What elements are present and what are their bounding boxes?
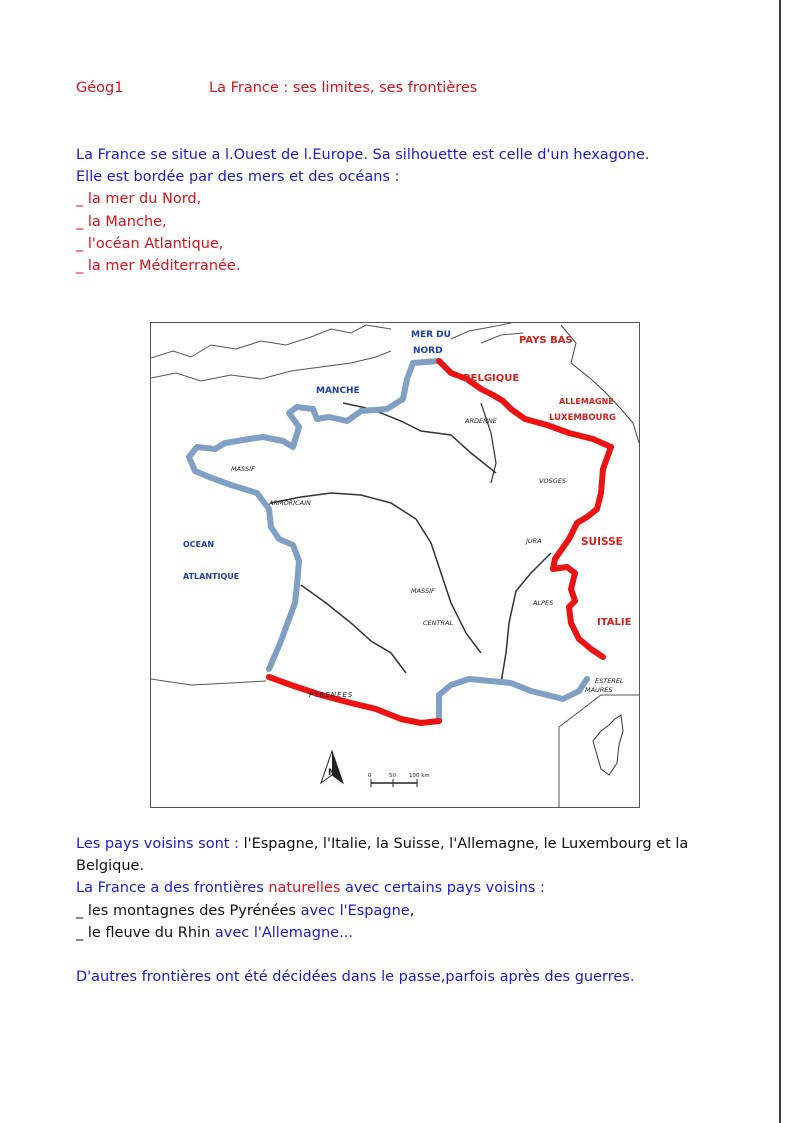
uk-coast xyxy=(151,325,391,381)
north-arrow-icon xyxy=(321,751,343,783)
pyrenees-c: , xyxy=(409,903,415,919)
neighbours-line-2: Belgique. xyxy=(76,858,145,874)
page-edge-line xyxy=(779,0,781,1123)
spain-coast xyxy=(151,679,266,685)
natural-a: La France a des frontières xyxy=(76,880,269,896)
label-suisse: SUISSE xyxy=(581,536,623,548)
scale-100: 100 km xyxy=(409,773,430,779)
river-garonne xyxy=(301,585,406,673)
label-allemagne: ALLEMAGNE xyxy=(559,397,614,406)
scale-0: 0 xyxy=(368,773,372,779)
natural-b: naturelles xyxy=(268,880,341,896)
france-map-svg xyxy=(151,323,640,808)
label-massif-armoricain-1: MASSIF xyxy=(231,465,255,473)
label-massif-armoricain-2: ARMORICAIN xyxy=(269,499,311,507)
natural-borders-line xyxy=(76,878,545,898)
label-massif-central-1: MASSIF xyxy=(411,587,435,595)
river-meuse xyxy=(481,403,496,483)
france-map xyxy=(150,322,640,808)
lesson-code: Géog1 xyxy=(76,80,124,96)
label-luxembourg: LUXEMBOURG xyxy=(549,413,616,423)
history-borders-line: D'autres frontières ont été décidées dans le passe,parfois après des guerres. xyxy=(76,969,635,985)
scale-50: 50 xyxy=(389,773,396,779)
north-label: N xyxy=(328,768,336,778)
label-jura: JURA xyxy=(526,537,542,545)
corsica-inset-frame xyxy=(559,695,640,808)
neighbours-intro: Les pays voisins sont : xyxy=(76,836,244,852)
label-pyrenees: PYRENEES xyxy=(309,691,354,699)
label-maures: MAURES xyxy=(585,686,613,694)
label-nord: NORD xyxy=(413,346,443,356)
intro-line-2: Elle est bordée par des mers et des océans : xyxy=(76,169,400,185)
pyrenees-a: _ les montagnes des Pyrénées xyxy=(76,903,301,919)
scale-bar xyxy=(368,773,430,787)
intro-line-1: La France se situe a l.Ouest de l.Europe. Sa silhouette est celle d'un hexagone. xyxy=(76,147,650,163)
page-title: La France : ses limites, ses frontières xyxy=(209,80,478,96)
label-manche: MANCHE xyxy=(316,386,360,396)
corsica-island xyxy=(593,715,623,775)
neighbours-list: l'Espagne, l'Italie, la Suisse, l'Allemagne, le Luxembourg et la xyxy=(243,836,689,852)
list-item: _ l'océan Atlantique, xyxy=(76,236,224,252)
label-pays-bas: PAYS BAS xyxy=(519,335,573,346)
label-vosges: VOSGES xyxy=(539,477,566,485)
label-mer-du-nord: MER DU xyxy=(411,330,451,340)
label-atlantique: ATLANTIQUE xyxy=(183,572,240,581)
pyrenees-b: avec l'Espagne xyxy=(300,903,410,919)
label-esterel: ESTEREL xyxy=(595,677,624,685)
sea-coastline-med xyxy=(439,679,587,721)
list-item: _ la Manche, xyxy=(76,214,167,230)
list-item: _ la mer du Nord, xyxy=(76,191,202,207)
list-item-pyrenees xyxy=(76,901,414,921)
label-italie: ITALIE xyxy=(597,617,632,628)
germany-outline xyxy=(561,325,639,443)
river-loire xyxy=(271,493,481,653)
label-ocean: OCEAN xyxy=(183,540,215,549)
sea-coastline xyxy=(189,361,439,669)
rhin-b: avec l'Allemagne... xyxy=(214,925,353,941)
river-rhone xyxy=(501,553,554,683)
rhin-a: _ le fleuve du Rhin xyxy=(76,925,215,941)
netherlands-coast xyxy=(451,323,523,343)
label-massif-central-2: CENTRAL xyxy=(423,619,454,627)
neighbours-line-1 xyxy=(76,834,688,854)
land-frontier-pyrenees xyxy=(269,677,439,723)
label-ardenne: ARDENNE xyxy=(465,417,497,425)
label-alpes: ALPES xyxy=(533,599,554,607)
list-item: _ la mer Méditerranée. xyxy=(76,258,241,274)
natural-c: avec certains pays voisins : xyxy=(340,880,545,896)
list-item-rhin xyxy=(76,923,353,943)
label-belgique: BELGIQUE xyxy=(463,373,520,384)
